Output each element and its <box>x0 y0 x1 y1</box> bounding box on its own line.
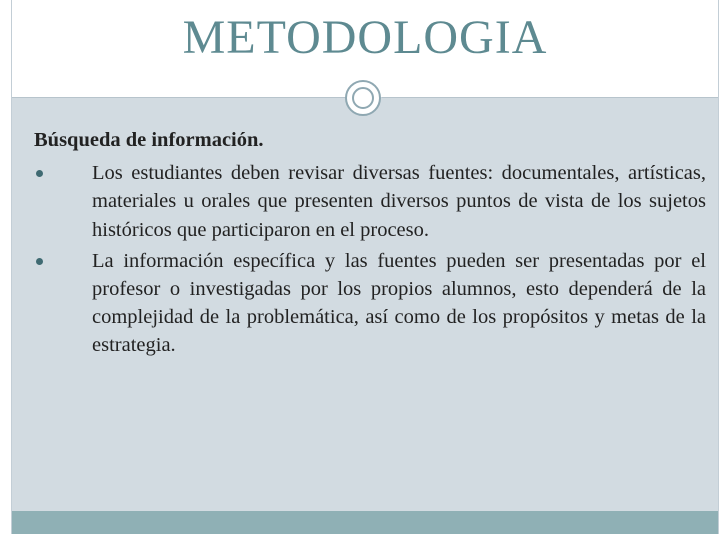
footer-band <box>12 511 718 534</box>
section-heading: Búsqueda de información. <box>34 129 264 151</box>
circle-ornament-inner <box>352 87 374 109</box>
slide-content <box>34 126 706 363</box>
bullet-item <box>34 247 706 360</box>
title-divider-right <box>382 97 718 98</box>
circle-ornament-icon <box>345 80 381 116</box>
bullet-item <box>34 159 706 244</box>
bullet-icon <box>36 258 43 265</box>
bullet-text: La información específica y las fuentes pueden ser presentadas por el profesor o investigadas por los propios alumnos, esto dependerá de la complejidad de la problemática, así como de los propósitos y metas de la estrategia. <box>92 249 706 357</box>
slide-title: METODOLOGIA <box>182 11 548 64</box>
title-divider-left <box>12 97 349 98</box>
slide-frame <box>11 0 719 534</box>
bullet-icon <box>36 170 43 177</box>
bullet-list <box>34 159 706 359</box>
bullet-text: Los estudiantes deben revisar diversas fuentes: documentales, artísticas, materiales u orales que presenten diversos puntos de vista de los sujetos históricos que participaron en el proceso. <box>92 162 706 241</box>
